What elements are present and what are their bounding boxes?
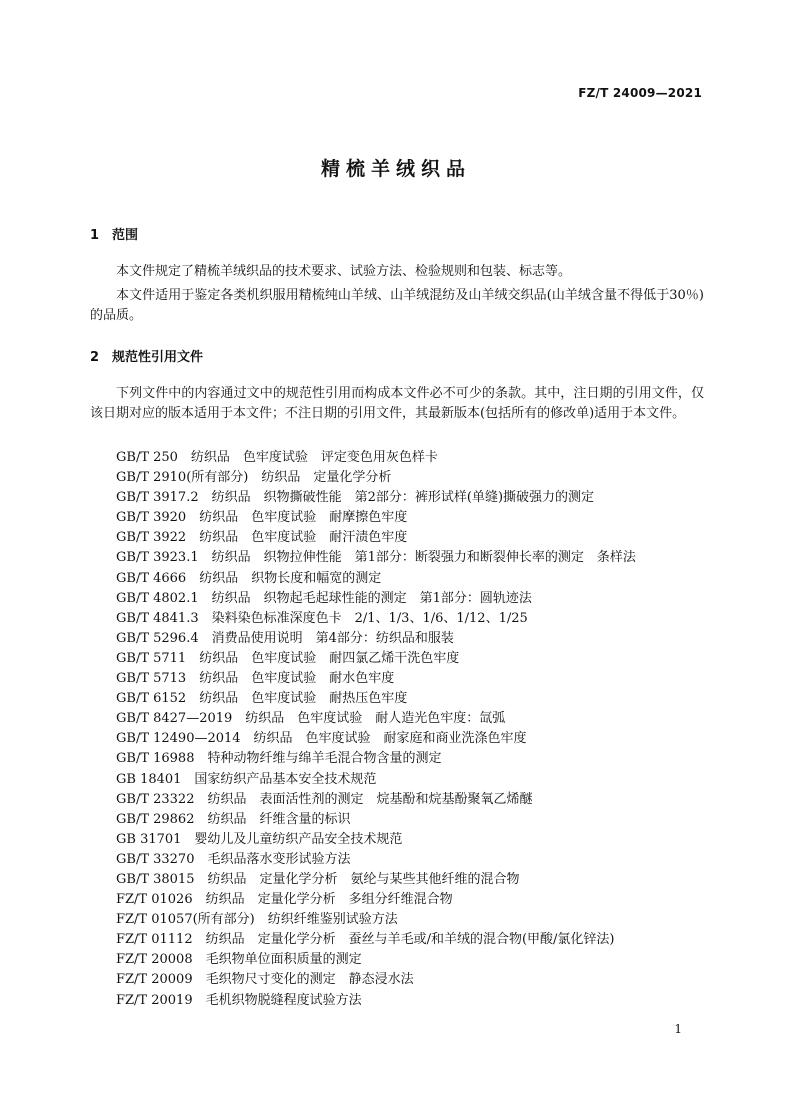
reference-item: FZ/T 01026 纺织品 定量化学分析 多组分纤维混合物	[116, 892, 453, 908]
reference-item: GB 31701 婴幼儿及儿童纺织产品安全技术规范	[116, 831, 403, 847]
reference-item: GB/T 38015 纺织品 定量化学分析 氨纶与某些其他纤维的混合物	[116, 871, 520, 887]
section-title: 规范性引用文件	[112, 350, 204, 365]
reference-item: GB/T 29862 纺织品 纤维含量的标识	[116, 811, 351, 827]
reference-item: GB/T 3922 纺织品 色牢度试验 耐汗渍色牢度	[116, 530, 408, 546]
standard-code: FZ/T 24009—2021	[578, 86, 702, 100]
reference-item: FZ/T 01112 纺织品 定量化学分析 蚕丝与羊毛或/和羊绒的混合物(甲酸/氯化锌法)	[116, 932, 615, 948]
section-title: 范围	[112, 228, 139, 243]
reference-item: GB/T 3920 纺织品 色牢度试验 耐摩擦色牢度	[116, 510, 408, 526]
section-number: 2	[90, 350, 100, 365]
reference-item: GB/T 3923.1 纺织品 织物拉伸性能 第1部分：断裂强力和断裂伸长率的测定 条样法	[116, 550, 636, 566]
reference-item: GB/T 5296.4 消费品使用说明 第4部分：纺织品和服装	[116, 630, 454, 646]
reference-item: GB/T 5711 纺织品 色牢度试验 耐四氯乙烯干洗色牢度	[116, 650, 460, 666]
reference-item: GB/T 16988 特种动物纤维与绵羊毛混合物含量的测定	[116, 751, 442, 767]
document-title: 精梳羊绒织品	[320, 158, 471, 180]
reference-item: GB/T 12490—2014 纺织品 色牢度试验 耐家庭和商业洗涤色牢度	[116, 731, 527, 747]
reference-item: GB/T 4841.3 染料染色标准深度色卡 2/1、1/3、1/6、1/12、1/25	[116, 610, 528, 626]
reference-item: GB/T 8427—2019 纺织品 色牢度试验 耐人造光色牢度：氙弧	[116, 711, 506, 727]
scope-paragraph-1: 本文件规定了精梳羊绒织品的技术要求、试验方法、检验规则和包装、标志等。	[116, 264, 572, 279]
page-number: 1	[674, 1022, 682, 1036]
reference-item: FZ/T 20009 毛织物尺寸变化的测定 静态浸水法	[116, 972, 414, 988]
reference-item: GB/T 3917.2 纺织品 织物撕破性能 第2部分：裤形试样(单缝)撕破强力的测定	[116, 490, 595, 506]
reference-item: GB/T 33270 毛织品落水变形试验方法	[116, 851, 351, 867]
reference-item: GB/T 23322 纺织品 表面活性剂的测定 烷基酚和烷基酚聚氧乙烯醚	[116, 791, 533, 807]
reference-item: GB/T 5713 纺织品 色牢度试验 耐水色牢度	[116, 671, 395, 687]
reference-item: FZ/T 01057(所有部分) 纺织纤维鉴别试验方法	[116, 912, 398, 928]
reference-item: FZ/T 20019 毛机织物脱缝程度试验方法	[116, 992, 362, 1008]
reference-item: GB/T 6152 纺织品 色牢度试验 耐热压色牢度	[116, 691, 408, 707]
section-number: 1	[90, 228, 100, 243]
scope-paragraph-2: 本文件适用于鉴定各类机织服用精梳纯山羊绒、山羊绒混纺及山羊绒交织品(山羊绒含量不得低于30％)的品质。	[90, 288, 704, 323]
reference-item: GB/T 4666 纺织品 织物长度和幅宽的测定	[116, 570, 382, 586]
reference-item: GB 18401 国家纺织产品基本安全技术规范	[116, 771, 377, 787]
reference-item: GB/T 4802.1 纺织品 织物起毛起球性能的测定 第1部分：圆轨迹法	[116, 590, 532, 606]
section-heading-scope	[90, 224, 138, 243]
reference-item: GB/T 2910(所有部分) 纺织品 定量化学分析	[116, 470, 392, 486]
section-heading-normative-references	[90, 346, 203, 365]
references-intro-paragraph: 下列文件中的内容通过文中的规范性引用而构成本文件必不可少的条款。其中，注日期的引用文件，仅该日期对应的版本适用于本文件；不注日期的引用文件，其最新版本(包括所有的修改单)适用于本文件。	[90, 386, 704, 421]
reference-item: GB/T 250 纺织品 色牢度试验 评定变色用灰色样卡	[116, 450, 438, 465]
reference-item: FZ/T 20008 毛织物单位面积质量的测定	[116, 952, 362, 968]
reference-list	[116, 448, 636, 1011]
